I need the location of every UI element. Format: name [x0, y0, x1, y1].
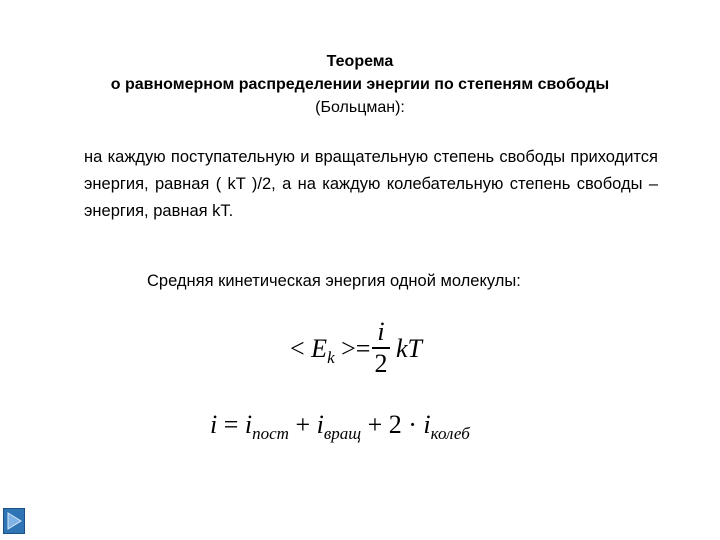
degrees-of-freedom-formula [210, 410, 470, 444]
title-line-2: о равномерном распределении энергии по степеням свободы [110, 76, 610, 93]
formula2-plus1: + [288, 410, 317, 439]
formula2-lhs: i [210, 410, 218, 439]
formula1-open: < [290, 334, 312, 363]
formula1-lhs [290, 334, 370, 368]
formula1-rhs: kT [396, 334, 422, 363]
formula2-term3: i [423, 410, 431, 439]
title-line-1: Теорема [326, 53, 394, 70]
formula1-fraction [372, 318, 390, 378]
formula2-term1: i [244, 410, 253, 439]
formula1-energy-sub: k [327, 348, 335, 367]
formula2-term1-sub: пост [252, 424, 289, 443]
formula2-eq: = [217, 410, 245, 439]
formula2-term2: i [316, 410, 324, 439]
formula1-numerator: i [377, 317, 385, 346]
formula2-term3-sub: колеб [430, 424, 470, 443]
kinetic-energy-heading: Средняя кинетическая энергия одной молекулы: [147, 272, 521, 290]
theorem-statement: на каждую поступательную и вращательную степень свободы приходится энергия, равная ( kT )/2, а на каждую колебательную степень свободы – энергия, равная kT. [84, 148, 658, 220]
title-line-3: (Больцман): [315, 99, 405, 116]
formula1-denominator: 2 [374, 348, 388, 378]
formula1-close: >= [334, 334, 371, 363]
formula1-energy-var: E [311, 334, 328, 363]
formula2-plus2: + 2 · [361, 410, 424, 439]
slide-title [60, 50, 660, 119]
play-triangle-icon [4, 509, 24, 533]
formula2-term2-sub: вращ [323, 424, 362, 443]
next-slide-button[interactable] [3, 508, 25, 534]
